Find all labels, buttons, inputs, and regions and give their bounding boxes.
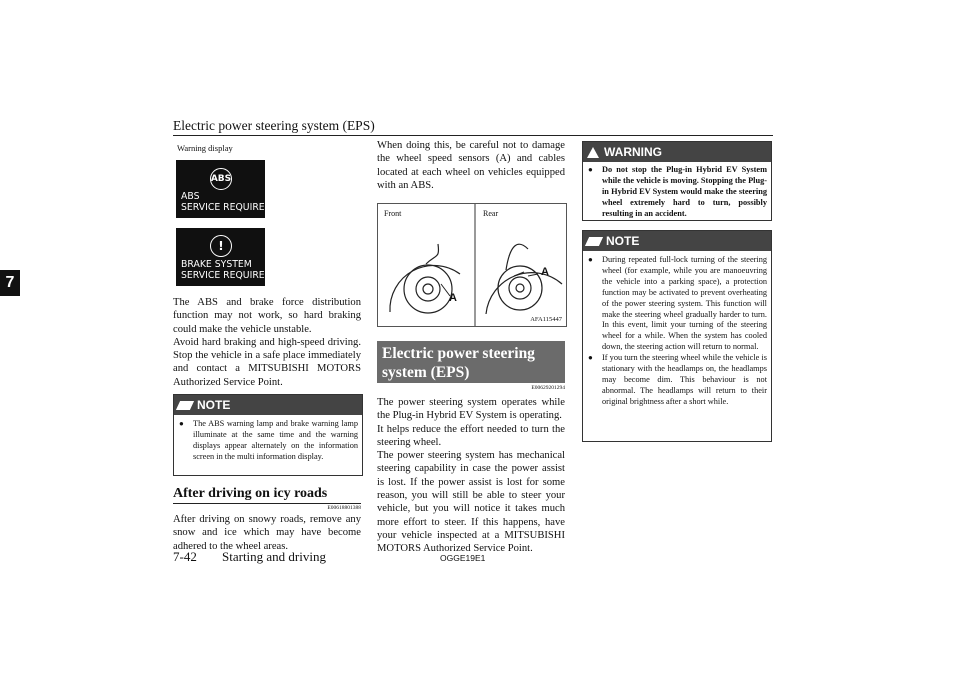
- right-note-box: [582, 230, 772, 442]
- brake-warning-panel: [176, 228, 272, 286]
- right-note-list: [583, 251, 771, 408]
- warning-header: [583, 142, 771, 162]
- left-note-box: [173, 394, 363, 476]
- note-header: [583, 231, 771, 251]
- eps-paragraph-3: The power steering system has mechanical steering capability in case the power assist is lost. If the power assist is lost for some reason, you will still be able to steer your vehicle, but you will notice it takes much more effort to steer. If this happens, have your vehicle inspected at a MITSUBISHI MOTORS Authorized Service Point.: [377, 450, 565, 555]
- icy-roads-code: E00618801388: [327, 505, 361, 511]
- wheel-sensor-diagram: [377, 203, 567, 327]
- sensor-marker-front: A: [449, 292, 457, 304]
- note-title: NOTE: [197, 398, 231, 412]
- document-code: OGGE19E1: [440, 553, 486, 563]
- warning-title: WARNING: [604, 145, 662, 159]
- list-item: ● If you turn the steering wheel while the vehicle is stationary with the headlamps on, the headlamps may become dim. This behaviour is not abnormal. The headlamps will return to their original brightness after a short while.: [585, 353, 767, 408]
- rear-label: Rear: [483, 209, 499, 218]
- abs-warning-label: ABS SERVICE REQUIRED: [181, 191, 272, 213]
- eps-paragraph-2: It helps reduce the effort needed to turn the steering wheel.: [377, 423, 565, 448]
- eps-description: [377, 396, 565, 556]
- left-note-list: [174, 415, 362, 463]
- list-item: ● During repeated full-lock turning of the steering wheel (for example, while you are manoeuvring the vehicle into a parking space), a protection function may be activated to prevent overheating of the power steering system. This function will make the steering wheel gradually harder to turn. In this event, limit your turning of the steering wheel for a while. When the system has cooled down, the steering action will return to normal.: [585, 255, 767, 353]
- abs-warning-icon: ABS: [210, 168, 232, 190]
- eps-section-code: E00629201294: [531, 385, 565, 391]
- warning-display-caption: Warning display: [177, 143, 233, 153]
- wheel-sensor-illustration: [378, 204, 566, 326]
- note-title: NOTE: [606, 234, 640, 248]
- pencil-icon: [585, 237, 603, 246]
- icy-roads-heading: After driving on icy roads: [173, 486, 328, 501]
- header-rule: [173, 135, 773, 136]
- chapter-name: Starting and driving: [222, 549, 326, 564]
- pencil-icon: [176, 401, 194, 410]
- note-header: [174, 395, 362, 415]
- warning-triangle-icon: [587, 147, 599, 158]
- sensor-caution-text: When doing this, be careful not to damage the wheel speed sensors (A) and cables located at each wheel on vehicles equipped with an ABS.: [377, 140, 565, 191]
- page-header-title: Electric power steering system (EPS): [173, 118, 375, 133]
- warning-box: [582, 141, 772, 221]
- abs-warning-panel: [176, 160, 272, 218]
- chapter-tab: 7: [0, 270, 20, 296]
- abs-warning-text: [173, 296, 361, 389]
- abs-paragraph-2: Avoid hard braking and high-speed driving. Stop the vehicle in a safe place immediately and contact a MITSUBISHI MOTORS Authorized Service Point.: [173, 336, 361, 388]
- figure-code: AFA115447: [530, 316, 562, 323]
- eps-paragraph-1: The power steering system operates while the Plug-in Hybrid EV System is operating.: [377, 397, 565, 422]
- sensor-marker-rear: A: [541, 266, 549, 278]
- brake-warning-icon: !: [210, 235, 232, 257]
- front-label: Front: [384, 209, 402, 218]
- abs-paragraph-1: The ABS and brake force distribution function may not work, so hard braking could make the vehicle unstable.: [173, 297, 361, 335]
- brake-warning-label: BRAKE SYSTEM SERVICE REQUIRED: [181, 259, 272, 281]
- list-item: ● Do not stop the Plug-in Hybrid EV System while the vehicle is moving. Stopping the Plug-in Hybrid EV System would make the steering wheel extremely hard to turn, possibly resulting in an accident.: [585, 165, 767, 220]
- page-number: 7-42: [173, 549, 197, 564]
- icy-roads-rule: [173, 503, 361, 504]
- eps-section-heading: Electric power steering system (EPS): [377, 341, 565, 383]
- icy-roads-text: After driving on snowy roads, remove any snow and ice which may have become adhered to the wheel areas.: [173, 514, 361, 552]
- warning-list: [583, 162, 771, 220]
- list-item: ● The ABS warning lamp and brake warning lamp illuminate at the same time and the warning displays appear alternately on the information screen in the multi information display.: [176, 419, 358, 463]
